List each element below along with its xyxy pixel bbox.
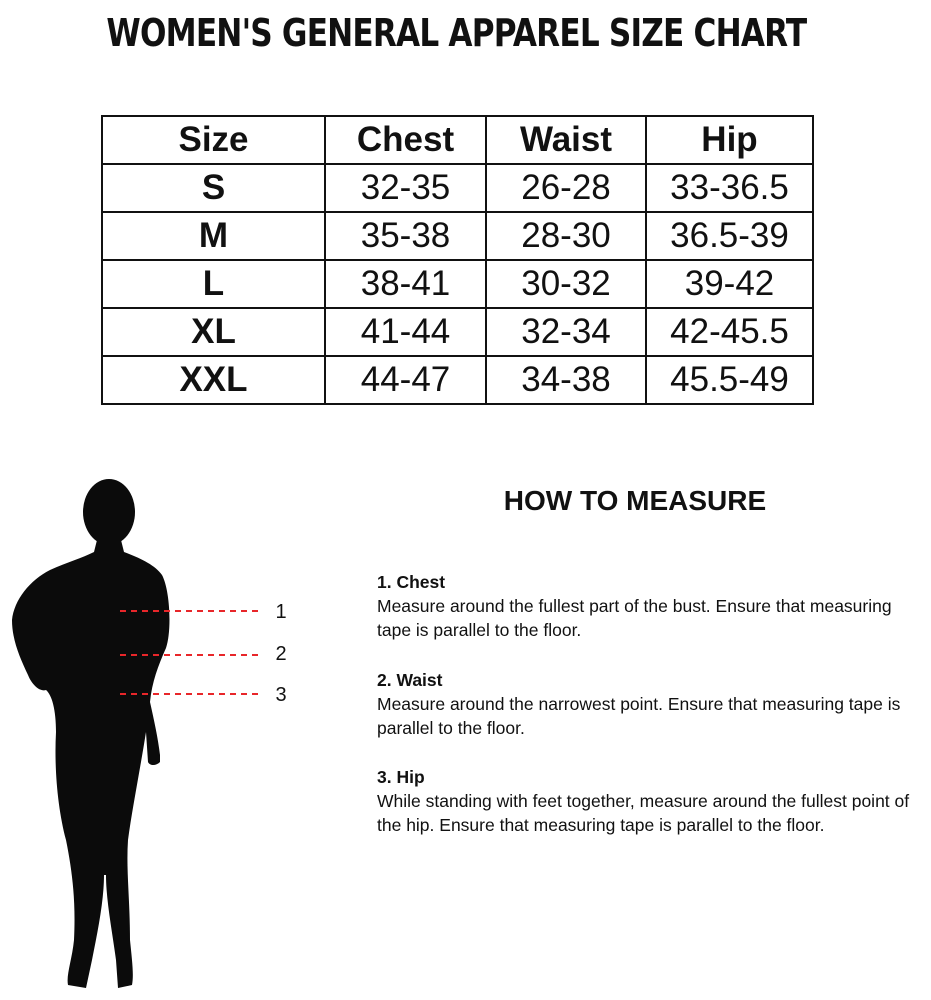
header-hip: Hip (646, 116, 813, 164)
size-cell: S (102, 164, 325, 212)
page-title: WOMEN'S GENERAL APPAREL SIZE CHART (106, 11, 807, 55)
table-row (102, 356, 813, 404)
waist-cell: 28-30 (486, 212, 646, 260)
measure-marker-label: 3 (275, 684, 287, 706)
chest-cell: 44-47 (325, 356, 486, 404)
step-title: 2. Waist (377, 670, 443, 690)
measure-step-hip (377, 765, 922, 837)
body-silhouette-figure (0, 470, 300, 1000)
table-row (102, 308, 813, 356)
table-row (102, 260, 813, 308)
measure-step-waist (377, 668, 922, 740)
hip-cell: 39-42 (646, 260, 813, 308)
hip-cell: 36.5-39 (646, 212, 813, 260)
size-cell: L (102, 260, 325, 308)
header-waist: Waist (486, 116, 646, 164)
hip-cell: 42-45.5 (646, 308, 813, 356)
silhouette-body (12, 540, 169, 988)
size-chart-table (101, 115, 814, 405)
measure-marker-label: 2 (275, 643, 287, 665)
waist-cell: 26-28 (486, 164, 646, 212)
chest-cell: 35-38 (325, 212, 486, 260)
silhouette-head (83, 479, 135, 545)
how-to-measure-heading: HOW TO MEASURE (503, 485, 767, 516)
step-title: 3. Hip (377, 767, 425, 787)
table-row (102, 164, 813, 212)
chest-cell: 38-41 (325, 260, 486, 308)
hip-cell: 45.5-49 (646, 356, 813, 404)
step-title: 1. Chest (377, 572, 446, 592)
hip-cell: 33-36.5 (646, 164, 813, 212)
step-description: While standing with feet together, measure around the fullest point of the hip. Ensure that measuring tape is parallel to the floor. (377, 791, 910, 835)
size-cell: XXL (102, 356, 325, 404)
waist-cell: 32-34 (486, 308, 646, 356)
measure-marker-label: 1 (275, 601, 287, 623)
size-cell: M (102, 212, 325, 260)
waist-cell: 30-32 (486, 260, 646, 308)
header-chest: Chest (325, 116, 486, 164)
table-header-row (102, 116, 813, 164)
measure-step-chest (377, 570, 922, 642)
woman-silhouette-icon (12, 479, 169, 988)
step-description: Measure around the narrowest point. Ensure that measuring tape is parallel to the floor. (377, 694, 901, 738)
chest-cell: 41-44 (325, 308, 486, 356)
header-size: Size (102, 116, 325, 164)
step-description: Measure around the fullest part of the bust. Ensure that measuring tape is parallel to the floor. (377, 596, 892, 640)
size-cell: XL (102, 308, 325, 356)
table-row (102, 212, 813, 260)
chest-cell: 32-35 (325, 164, 486, 212)
waist-cell: 34-38 (486, 356, 646, 404)
